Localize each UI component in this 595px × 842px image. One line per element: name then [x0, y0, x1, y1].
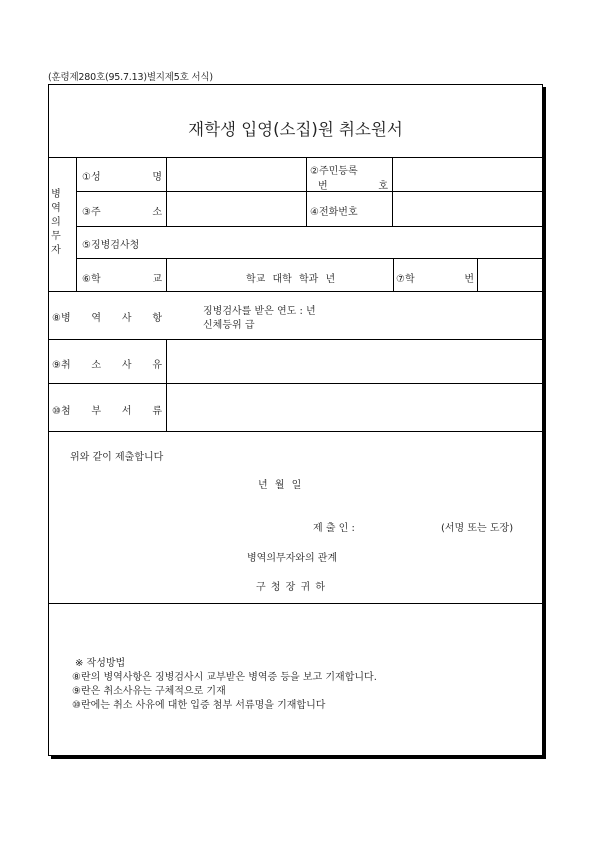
- student-no-field[interactable]: [478, 259, 542, 290]
- signature-label: (서명 또는 도장): [441, 523, 514, 534]
- attachments-field[interactable]: [167, 384, 542, 430]
- exam-year[interactable]: 징병검사를 받은 연도 : 년: [203, 306, 316, 317]
- rule-row-7: [48, 431, 543, 432]
- rule-row-4: [48, 291, 543, 292]
- instruction-item: ⑨란은 취소사유는 구체적으로 기재: [72, 686, 226, 697]
- recipient-text: 구 청 장 귀 하: [256, 582, 326, 593]
- applicant-field[interactable]: [372, 514, 434, 532]
- relation-label: 병역의무자와의 관계: [247, 553, 338, 564]
- label-name: ①성 명: [82, 172, 162, 183]
- label-exam-office: ⑤징병검사청: [82, 240, 140, 251]
- phone-field[interactable]: [393, 192, 542, 225]
- label-phone: ④전화번호: [310, 207, 358, 218]
- submission-date[interactable]: 년 월 일: [258, 480, 302, 491]
- school-detail[interactable]: 학교 대학 학과 년: [246, 274, 336, 285]
- label-military-status: ⑧병 역 사 항: [52, 313, 162, 324]
- label-resident-no-line2: 번 호: [318, 181, 388, 192]
- resident-no-field[interactable]: [393, 158, 542, 190]
- address-field[interactable]: [167, 192, 305, 225]
- frame-shadow-right: [543, 87, 546, 759]
- rule-col-mid: [306, 157, 307, 226]
- rule-col-label-b: [166, 258, 167, 291]
- body-grade[interactable]: 신체등위 급: [203, 320, 255, 331]
- form-code: (훈령제280호(95.7.13)별지제5호 서식): [48, 72, 213, 83]
- label-school: ⑥학 교: [82, 274, 162, 285]
- exam-office-field[interactable]: [167, 227, 542, 257]
- label-student-no: ⑦학 번: [396, 274, 474, 285]
- applicant-label: 제 출 인 :: [313, 523, 355, 534]
- statement-text: 위와 같이 제출합니다: [70, 452, 164, 463]
- section-label-conscript: 병 역 의 무 자: [51, 189, 61, 256]
- label-address: ③주 소: [82, 207, 162, 218]
- label-attachments: ⑩첨 부 서 류: [52, 406, 162, 417]
- frame-shadow-bottom: [51, 756, 546, 759]
- instructions-heading: ※ 작성방법: [75, 658, 126, 669]
- cancel-reason-field[interactable]: [167, 340, 542, 382]
- rule-col-student-no-label: [393, 258, 394, 291]
- instruction-item: ⑩란에는 취소 사유에 대한 입증 첨부 서류명을 기재합니다: [72, 700, 326, 711]
- form-title: 재학생 입영(소집)원 취소원서: [188, 120, 403, 139]
- label-resident-no-line1: ②주민등록: [310, 166, 358, 177]
- rule-col-section: [76, 157, 77, 291]
- name-field[interactable]: [167, 158, 305, 190]
- label-cancel-reason: ⑨취 소 사 유: [52, 360, 162, 371]
- instruction-item: ⑧란의 병역사항은 징병검사시 교부받은 병역증 등을 보고 기재합니다.: [72, 672, 377, 683]
- rule-row-3: [76, 258, 543, 259]
- rule-row-8: [48, 603, 543, 604]
